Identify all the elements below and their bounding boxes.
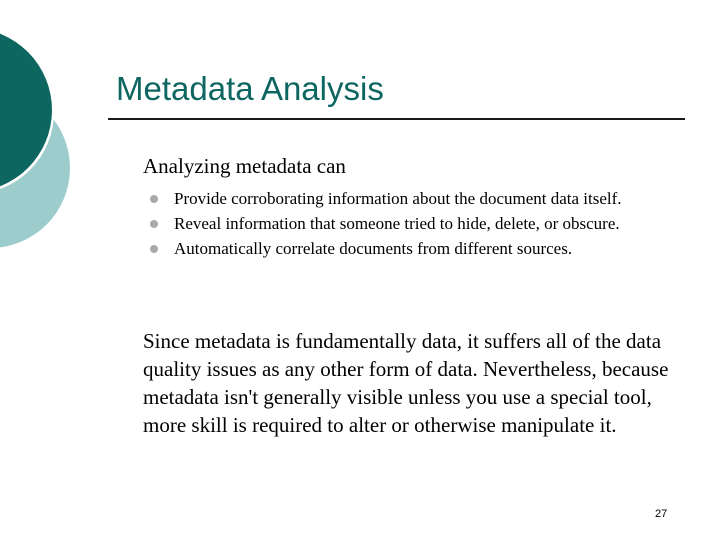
bullet-text: Reveal information that someone tried to hide, delete, or obscure. [174, 214, 620, 233]
bullet-dot-icon [150, 245, 158, 253]
bullet-text: Automatically correlate documents from different sources. [174, 239, 573, 258]
title-divider [108, 118, 685, 120]
bullet-item [150, 213, 670, 234]
bullet-item [150, 188, 670, 209]
body-paragraph: Since metadata is fundamentally data, it suffers all of the data quality issues as any other form of data. Nevertheless, because metadata isn't generally visible unless you use a special tool, more skill is required to alter or otherwise manipulate it. [143, 329, 669, 437]
bullet-item [150, 238, 670, 259]
bullet-dot-icon [150, 195, 158, 203]
bullet-dot-icon [150, 220, 158, 228]
bullet-list [150, 188, 670, 263]
bullet-text: Provide corroborating information about the document data itself. [174, 189, 622, 208]
page-number: 27 [655, 508, 668, 520]
intro-text: Analyzing metadata can [143, 154, 346, 178]
slide-title: Metadata Analysis [116, 70, 384, 107]
decorative-circles [0, 0, 100, 300]
